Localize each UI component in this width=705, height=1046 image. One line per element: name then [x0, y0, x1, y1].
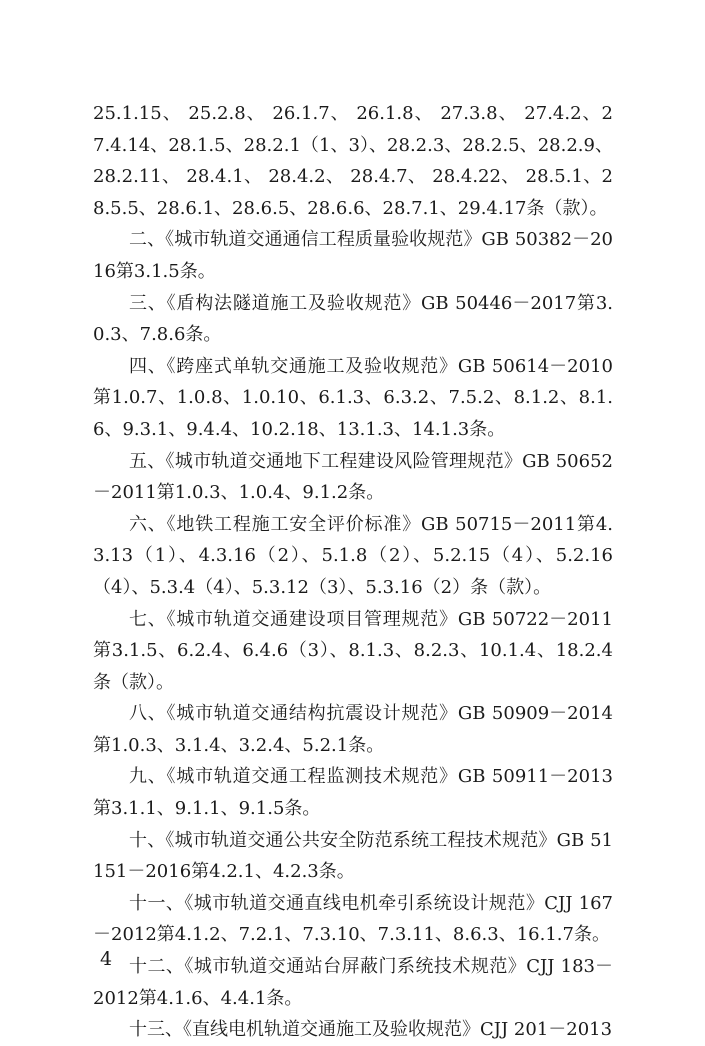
paragraph-item-9: 九、《城市轨道交通工程监测技术规范》GB 50911－2013第3.1.1、9.1.1、9.1.5条。	[93, 766, 613, 820]
paragraph-item-3: 三、《盾构法隧道施工及验收规范》GB 50446－2017第3.0.3、7.8.6条。	[93, 292, 613, 346]
paragraph-item-2: 二、《城市轨道交通通信工程质量验收规范》GB 50382－2016第3.1.5条。	[93, 229, 613, 282]
paragraph-continuation: 25.1.15、 25.2.8、 26.1.7、 26.1.8、 27.3.8、 27.4.2、27.4.14、28.1.5、28.2.1（1、3）、28.2.3、28.2.5、28.2.9、28.2.11、 28.4.1、 28.4.2、 28.4.7、 28.4.22、 28.5.1、28.5.5、28.6.1、28.6.5、28.6.6、28.7.1、29.4.17条（款）。	[93, 103, 613, 219]
paragraph-item-8: 八、《城市轨道交通结构抗震设计规范》GB 50909－2014第1.0.3、3.1.4、3.2.4、5.2.1条。	[93, 703, 613, 756]
paragraph-item-7: 七、《城市轨道交通建设项目管理规范》GB 50722－2011第3.1.5、6.2.4、6.4.6（3）、8.1.3、8.2.3、10.1.4、18.2.4条（款）。	[93, 608, 613, 693]
paragraph-item-13: 十三、《直线电机轨道交通施工及验收规范》CJJ 201－2013	[129, 1019, 613, 1041]
paragraph-item-6: 六、《地铁工程施工安全评价标准》GB 50715－2011第4.3.13（1）、4.3.16（2）、5.1.8（2）、5.2.15（4）、5.2.16（4）、5.3.4（4）、5.3.12（3）、5.3.16（2）条（款）。	[93, 513, 613, 598]
paragraph-item-11: 十一、《城市轨道交通直线电机牵引系统设计规范》CJJ 167－2012第4.1.2、7.2.1、7.3.10、7.3.11、8.6.3、16.1.7条。	[93, 892, 613, 946]
document-body	[93, 98, 613, 1046]
paragraph-item-10: 十、《城市轨道交通公共安全防范系统工程技术规范》GB 51151－2016第4.2.1、4.2.3条。	[93, 829, 613, 883]
paragraph-item-5: 五、《城市轨道交通地下工程建设风险管理规范》GB 50652－2011第1.0.3、1.0.4、9.1.2条。	[93, 450, 613, 504]
paragraph-item-12: 十二、《城市轨道交通站台屏蔽门系统技术规范》CJJ 183－2012第4.1.6、4.4.1条。	[93, 956, 613, 1009]
page-number: 4	[100, 948, 113, 970]
paragraph-item-4: 四、《跨座式单轨交通施工及验收规范》GB 50614－2010第1.0.7、1.0.8、1.0.10、6.1.3、6.3.2、7.5.2、8.1.2、8.1.6、9.3.1、9.4.4、10.2.18、13.1.3、14.1.3条。	[93, 355, 613, 440]
